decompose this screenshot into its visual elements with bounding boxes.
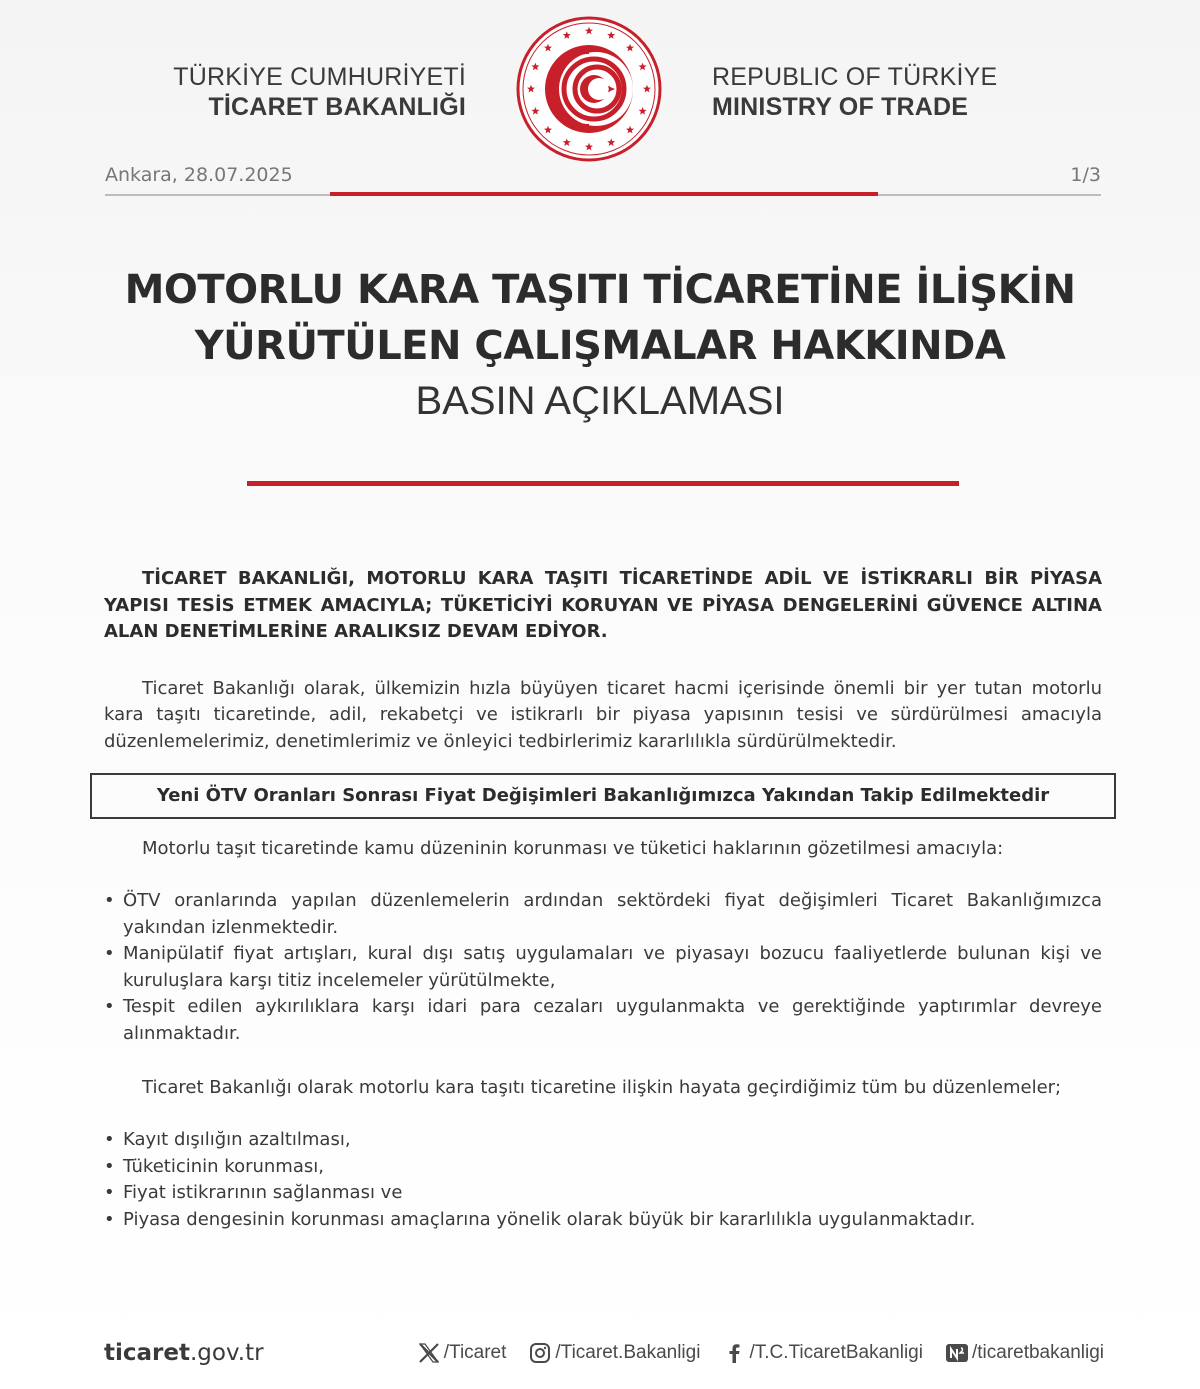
facebook-icon (722, 1342, 746, 1364)
bullet: • (104, 1208, 115, 1230)
site-domain: .gov.tr (189, 1340, 264, 1366)
instagram-icon (528, 1342, 552, 1364)
place-date: Ankara, 28.07.2025 (105, 164, 293, 186)
social-link-nsosyal[interactable] (945, 1342, 1104, 1364)
org-ministry-en: MINISTRY OF TRADE (712, 93, 969, 121)
paragraph-3: Ticaret Bakanlığı olarak motorlu kara taşıtı ticaretine ilişkin hayata geçirdiğimiz tüm bu düzenlemeler; (142, 1077, 1062, 1098)
intro-paragraph: Ticaret Bakanlığı olarak, ülkemizin hızla büyüyen ticaret hacmi içerisinde önemli bir yer tutan motorlu kara taşıtı ticaretinde, adil, rekabetçi ve istikrarlı bir piyasa yapısının tesisi ve sürdürülmesi amacıyla düzenlemelerimiz, denetimlerimiz ve önleyici tedbirlerimiz kararlılıkla sürdürülmektedir. (104, 677, 1102, 752)
social-handle: /Ticaret.Bakanligi (555, 1342, 701, 1363)
measures-list (104, 888, 1102, 1047)
org-name-en (712, 62, 997, 122)
list-item-text: Tespit edilen aykırılıklara karşı idari para cezaları uygulanmakta ve gerektiğinde yaptırımlar devreye alınmaktadır. (123, 996, 1102, 1044)
nsosyal-icon (945, 1342, 969, 1364)
social-handle: /T.C.TicaretBakanligi (749, 1342, 923, 1363)
page-number: 1/3 (1070, 164, 1101, 186)
list-item-text: Kayıt dışılığın azaltılması, (123, 1129, 351, 1150)
lead-paragraph: TİCARET BAKANLIĞI, MOTORLU KARA TAŞITI TİCARETİNDE ADİL VE İSTİKRARLI BİR PİYASA YAPISI TESİS ETMEK AMACIYLA; TÜKETİCİYİ KORUYAN VE PİYASA DENGELERİNİ GÜVENCE ALTINA ALAN DENETİMLERİNE ARALIKSIZ DEVAM EDİYOR. (104, 568, 1102, 642)
document-subtitle: BASIN AÇIKLAMASI (415, 379, 785, 423)
website-link[interactable] (104, 1340, 264, 1366)
bullet: • (104, 1129, 115, 1150)
list-item-text: Manipülatif fiyat artışları, kural dışı satış uygulamaları ve piyasayı bozucu faaliyetlerde bulunan kişi ve kuruluşlara karşı titiz incelemeler yürütülmekte, (123, 943, 1102, 991)
footer (104, 1336, 1104, 1372)
list-item-text: Piyasa dengesinin korunması amaçlarına yönelik olarak büyük bir kararlılıkla uygulanmaktadır. (123, 1208, 976, 1230)
bullet: • (104, 890, 115, 911)
lead-section (104, 566, 1102, 755)
list-item (104, 888, 1102, 941)
document-title (0, 262, 1200, 428)
title-line-1: MOTORLU KARA TAŞITI TİCARETİNE İLİŞKİN (124, 267, 1076, 313)
document-meta (105, 162, 1101, 198)
org-name-tr (173, 62, 466, 122)
org-country-en: REPUBLIC OF TÜRKİYE (712, 63, 998, 91)
x-icon (417, 1342, 441, 1364)
bullet: • (104, 1182, 115, 1203)
list-item (104, 994, 1102, 1047)
section-heading-box: Yeni ÖTV Oranları Sonrası Fiyat Değişimleri Bakanlığımızca Yakından Takip Edilmektedir (90, 773, 1116, 819)
list-item (104, 941, 1102, 994)
social-link-facebook[interactable] (722, 1342, 923, 1364)
paragraph-2: Motorlu taşıt ticaretinde kamu düzeninin korunması ve tüketici haklarının gözetilmesi amacıyla: (142, 838, 1004, 859)
meta-accent-divider (330, 192, 878, 196)
social-handle: /ticaretbakanligi (971, 1342, 1104, 1363)
letterhead (0, 0, 1200, 170)
list-item (104, 1127, 1102, 1154)
bullet: • (104, 943, 115, 964)
list-item (104, 1180, 1102, 1207)
social-link-instagram[interactable] (528, 1342, 700, 1364)
org-country-tr: TÜRKİYE CUMHURİYETİ (173, 63, 466, 91)
goals-list (104, 1127, 1102, 1233)
social-handle: /Ticaret (443, 1342, 507, 1363)
list-item-text: Tüketicinin korunması, (123, 1155, 324, 1177)
social-links (417, 1342, 1104, 1364)
title-line-2: YÜRÜTÜLEN ÇALIŞMALAR HAKKINDA (194, 323, 1006, 369)
social-link-x[interactable] (417, 1342, 507, 1364)
title-divider (247, 481, 959, 486)
bullet: • (104, 1155, 115, 1177)
list-item-text: ÖTV oranlarında yapılan düzenlemelerin ardından sektördeki fiyat değişimleri Ticaret Bakanlığımızca yakından izlenmektedir. (123, 890, 1102, 938)
site-name: ticaret (104, 1340, 190, 1366)
list-item (104, 1207, 1102, 1234)
list-item-text: Fiyat istikrarının sağlanması ve (123, 1182, 403, 1203)
bullet: • (104, 996, 115, 1017)
ministry-emblem-icon (516, 16, 662, 162)
list-item (104, 1154, 1102, 1181)
org-ministry-tr: TİCARET BAKANLIĞI (208, 93, 466, 121)
